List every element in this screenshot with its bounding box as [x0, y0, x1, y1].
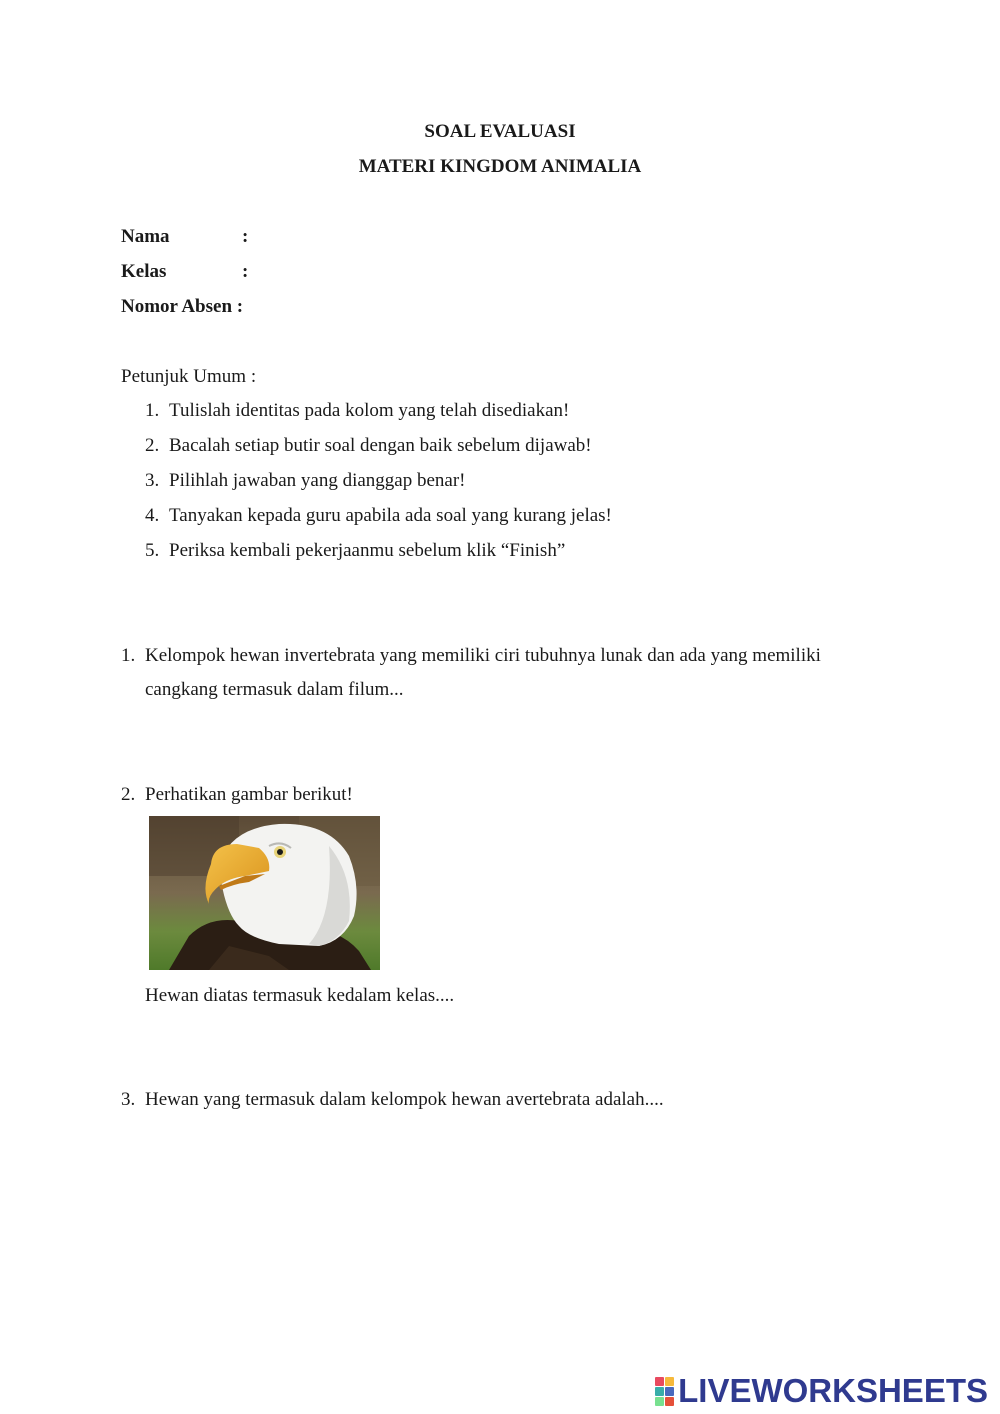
instruction-number: 2. [145, 435, 160, 456]
question-text: Perhatikan gambar berikut! [145, 784, 353, 805]
instruction-number: 3. [145, 470, 160, 491]
absence-number-label: Nomor Absen : [121, 296, 244, 317]
instruction-item: Tulislah identitas pada kolom yang telah disediakan! [169, 400, 570, 421]
question-text-continued: cangkang termasuk dalam filum... [145, 679, 404, 700]
name-colon: : [242, 226, 249, 247]
question-followup-text: Hewan diatas termasuk kedalam kelas.... [145, 985, 455, 1006]
class-label: Kelas [121, 261, 167, 282]
question-number: 1. [121, 645, 136, 666]
class-colon: : [242, 261, 249, 282]
instruction-number: 5. [145, 540, 160, 561]
name-label: Nama [121, 226, 170, 247]
liveworksheets-logo-text: LIVEWORKSHEETS [678, 1372, 988, 1409]
question-number: 3. [121, 1089, 136, 1110]
liveworksheets-logo-icon [655, 1377, 674, 1406]
page-title: SOAL EVALUASI [424, 121, 576, 142]
instruction-number: 1. [145, 400, 160, 421]
liveworksheets-logo [655, 1372, 988, 1410]
instruction-item: Pilihlah jawaban yang dianggap benar! [169, 470, 466, 491]
instruction-number: 4. [145, 505, 160, 526]
instruction-item: Tanyakan kepada guru apabila ada soal yang kurang jelas! [169, 505, 612, 526]
question-text: Hewan yang termasuk dalam kelompok hewan avertebrata adalah.... [145, 1089, 664, 1110]
question-number: 2. [121, 784, 136, 805]
question-text: Kelompok hewan invertebrata yang memiliki ciri tubuhnya lunak dan ada yang memiliki [145, 645, 821, 666]
page-subtitle: MATERI KINGDOM ANIMALIA [358, 156, 642, 177]
bald-eagle-photo [149, 816, 380, 970]
instructions-heading: Petunjuk Umum : [121, 366, 257, 387]
instruction-item: Bacalah setiap butir soal dengan baik sebelum dijawab! [169, 435, 592, 456]
instruction-item: Periksa kembali pekerjaanmu sebelum klik “Finish” [169, 540, 566, 561]
